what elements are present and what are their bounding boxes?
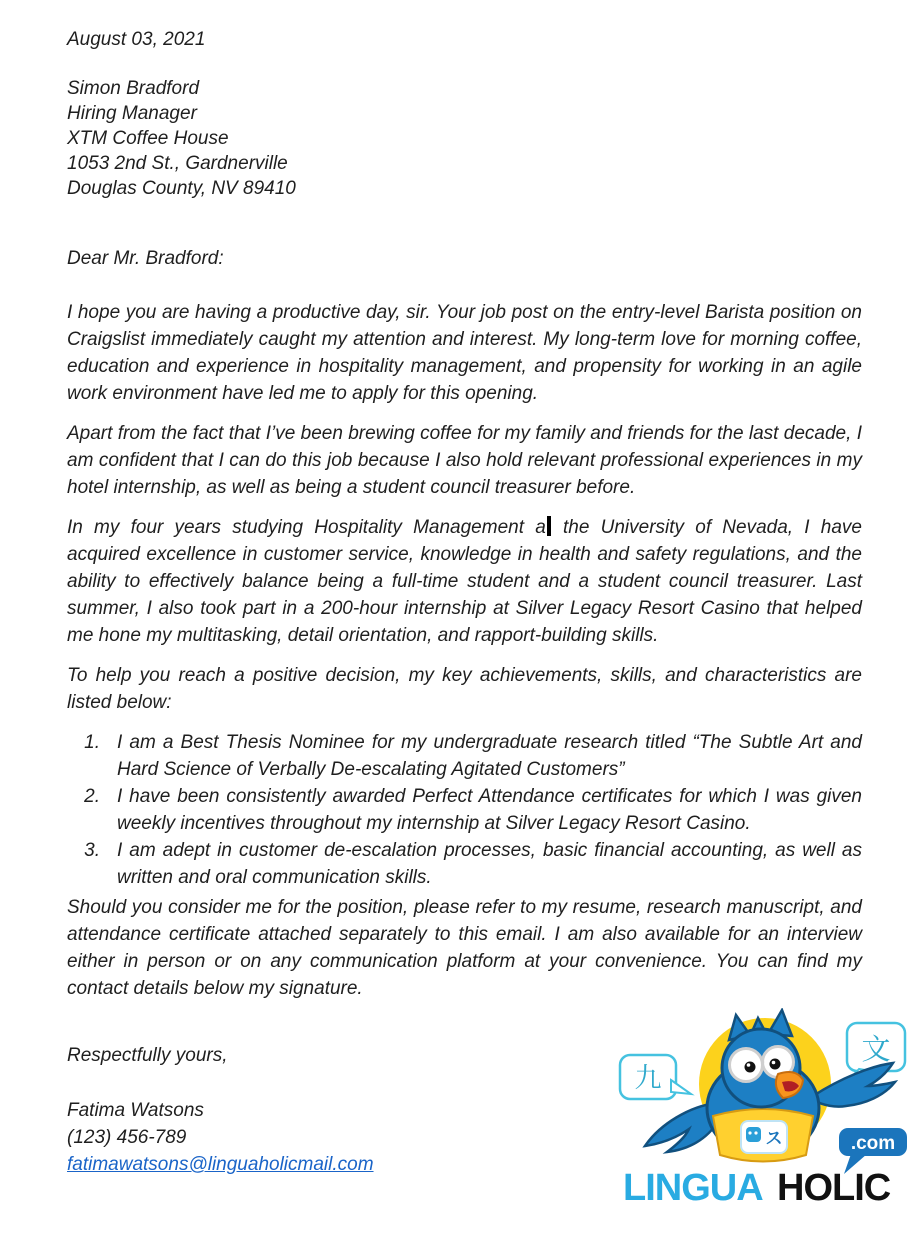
recipient-name: Simon Bradford — [67, 78, 200, 99]
paragraph-closing: Should you consider me for the position, please refer to my resume, research manuscript, and attendance certificate attached separately to this email. I am also available for an interview either in person or on any communication platform at your convenience. You can find my contact details below my signature. — [67, 897, 862, 999]
paragraph-education-after-cursor: the University of Nevada, I have acquired excellence in customer service, knowledge in health and safety regulations, and the ability to effectively balance being a full-time student and a student council treasurer. Last summer, I also took part in a 200-hour internship at Silver Legacy Resort Casino that helped me hone my multitasking, detail orientation, and rapport-building skills. — [67, 517, 862, 646]
paragraph-experience: Apart from the fact that I’ve been brewing coffee for my family and friends for the last decade, I am confident that I can do this job because I also hold relevant professional experiences in my hotel internship, as well as being a student council treasurer before. — [67, 423, 862, 498]
text-cursor-artifact — [547, 516, 551, 536]
owl-mascot-logo — [615, 1008, 915, 1214]
recipient-address-block — [67, 76, 862, 201]
shirt-language-badge — [741, 1121, 787, 1153]
complimentary-close: Respectfully yours, — [67, 1045, 228, 1066]
list-item-text: I am adept in customer de-escalation processes, basic financial accounting, as well as written and oral communication skills. — [117, 840, 862, 888]
salutation: Dear Mr. Bradford: — [67, 248, 224, 269]
brand-wordmark-holic: HOLIC — [777, 1167, 891, 1209]
list-item-text: I am a Best Thesis Nominee for my undergraduate research titled “The Subtle Art and Hard Science of Verbally De-escalating Agitated Customers” — [117, 732, 862, 780]
achievements-list — [67, 729, 862, 891]
sender-name: Fatima Watsons — [67, 1100, 204, 1121]
list-item-text: I have been consistently awarded Perfect Attendance certificates for which I was given weekly incentives throughout my internship at Silver Legacy Resort Casino. — [117, 786, 862, 834]
svg-text:九: 九 — [634, 1063, 662, 1093]
svg-text:文: 文 — [861, 1034, 891, 1066]
list-item — [67, 729, 862, 783]
list-item-number: 1. — [84, 732, 100, 753]
list-item — [67, 783, 862, 837]
svg-text:.com: .com — [850, 1133, 896, 1154]
sender-phone: (123) 456-789 — [67, 1127, 187, 1148]
brand-wordmark-lingua: LINGUA — [623, 1167, 763, 1209]
recipient-street: 1053 2nd St., Gardnerville — [67, 153, 288, 174]
paragraph-education — [67, 514, 862, 649]
letter-date: August 03, 2021 — [67, 29, 206, 50]
paragraph-list-lead-in: To help you reach a positive decision, my key achievements, skills, and characteristics are listed below: — [67, 665, 862, 713]
recipient-title: Hiring Manager — [67, 103, 197, 124]
linguaholic-logo — [615, 1008, 915, 1214]
speech-bubble-left-icon — [620, 1055, 691, 1099]
list-item — [67, 837, 862, 891]
list-item-number: 2. — [84, 786, 100, 807]
sender-email-link[interactable]: fatimawatsons@linguaholicmail.com — [67, 1154, 374, 1175]
paragraph-intro: I hope you are having a productive day, sir. Your job post on the entry-level Barista position on Craigslist immediately caught my attention and interest. My long-term love for morning coffee, education and experience in hospitality management, and propensity for working in an agile work environment have led me to apply for this opening. — [67, 302, 862, 404]
recipient-company: XTM Coffee House — [67, 128, 229, 149]
list-item-number: 3. — [84, 840, 100, 861]
svg-text:ス: ス — [765, 1129, 783, 1148]
paragraph-education-before-cursor: In my four years studying Hospitality Management a — [67, 517, 546, 538]
recipient-city-state: Douglas County, NV 89410 — [67, 178, 296, 199]
